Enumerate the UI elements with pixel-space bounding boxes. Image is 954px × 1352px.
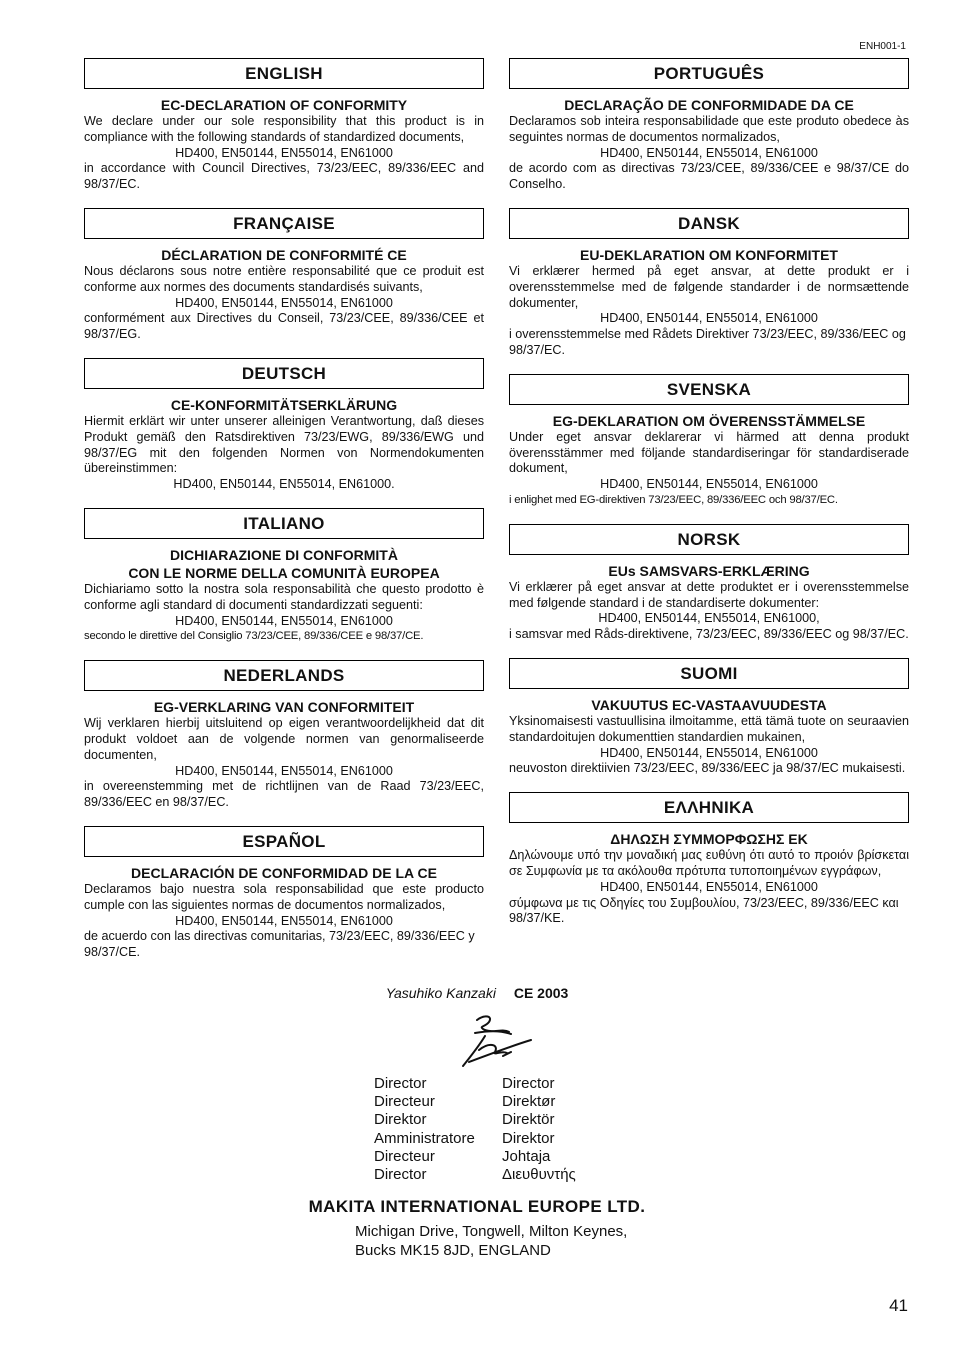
title-left: Director bbox=[374, 1166, 427, 1184]
page-number: 41 bbox=[889, 1296, 908, 1315]
declaration-text: Declaramos sob inteira responsabilidade que este produto obedece às seguintes normas de documentos normalizados, bbox=[509, 114, 909, 144]
declaration-title: VAKUUTUS EC-VASTAAVUUDESTA bbox=[591, 696, 827, 713]
language-heading: ENGLISH bbox=[84, 58, 484, 89]
declaration-title: EG-DEKLARATION OM ÖVERENSSTÄMMELSE bbox=[552, 412, 866, 429]
declaration-section bbox=[509, 792, 909, 927]
declaration-title: DÉCLARATION DE CONFORMITÉ CE bbox=[161, 246, 407, 263]
declaration-text: We declare under our sole responsibility that this product is in compliance with the following standards of standardized documents, bbox=[84, 114, 484, 144]
title-right: Direktør bbox=[502, 1093, 556, 1111]
declaration-text: Under eget ansvar deklarerar vi härmed att denna produkt överensstämmer med följande standardiseringar för standardiserade dokument, bbox=[509, 429, 909, 476]
declaration-section bbox=[509, 524, 909, 643]
declaration-section bbox=[84, 58, 484, 193]
standards-list: HD400, EN50144, EN55014, EN61000 bbox=[175, 145, 393, 160]
declaration-title: EU-DEKLARATION OM KONFORMITET bbox=[580, 246, 838, 263]
address-line: Bucks MK15 8JD, ENGLAND bbox=[355, 1241, 551, 1259]
declaration-text: i overensstemmelse med Rådets Direktiver 73/23/EEC, 89/336/EEC og 98/37/EC. bbox=[509, 327, 906, 357]
declaration-text: i samsvar med Råds-direktivene, 73/23/EEC, 89/336/EEC og 98/37/EC. bbox=[509, 627, 909, 642]
declaration-text: Nous déclarons sous notre entière responsabilité que ce produit est conforme aux normes des documents standardisés suivants, bbox=[84, 263, 484, 294]
language-heading: FRANÇAISE bbox=[84, 208, 484, 239]
declaration-text: de acordo com as directivas 73/23/CEE, 89/336/CEE e 98/37/CE do Conselho. bbox=[509, 161, 909, 192]
standards-list: HD400, EN50144, EN55014, EN61000, bbox=[598, 611, 820, 626]
title-left: Direktor bbox=[374, 1111, 427, 1129]
title-right: Direktor bbox=[502, 1129, 555, 1147]
declaration-title: CE-KONFORMITÄTSERKLÄRUNG bbox=[170, 396, 398, 413]
declaration-text: Dichiariamo sotto la nostra sola responsabilità che questo prodotto è conforme agli standard di documenti standardizzati seguenti: bbox=[84, 581, 484, 612]
declaration-text: σύμφωνα με τις Οδηγίες του Συμβουλίου, 73/23/EEC, 89/336/EEC και 98/37/KE. bbox=[509, 895, 899, 926]
director-titles bbox=[374, 1075, 634, 1184]
declaration-text: Vi erklærer på eget ansvar at dette produktet er i overensstemmelse med følgende standard i de standardiserte dokumenter: bbox=[509, 579, 909, 610]
declaration-text: Δηλώνουμε υπό την μοναδική μας ευθύνη ότι αυτό το προιόν βρίσκεται σε Συμφωνία με τα ακόλουθα πρότυπα τυποποιημένων εγγράφων, bbox=[509, 848, 909, 878]
language-heading: NORSK bbox=[509, 524, 909, 555]
declaration-text: in accordance with Council Directives, 73/23/EEC, 89/336/EEC and 98/37/EC. bbox=[84, 161, 484, 192]
declaration-text: conformément aux Directives du Conseil, 73/23/CEE, 89/336/CEE et 98/37/EG. bbox=[84, 311, 484, 342]
right-column bbox=[509, 58, 909, 942]
standards-list: HD400, EN50144, EN55014, EN61000 bbox=[600, 745, 818, 760]
title-left: Directeur bbox=[374, 1093, 435, 1111]
language-heading: SVENSKA bbox=[509, 374, 909, 405]
handwritten-signature bbox=[455, 1012, 535, 1072]
company-address bbox=[355, 1223, 627, 1260]
title-left: Amministratore bbox=[374, 1129, 475, 1147]
left-column bbox=[84, 58, 484, 976]
company-name: MAKITA INTERNATIONAL EUROPE LTD. bbox=[308, 1197, 646, 1216]
declaration-title: DECLARACIÓN DE CONFORMIDAD DE LA CE bbox=[131, 864, 437, 881]
declaration-section bbox=[84, 208, 484, 343]
language-heading: NEDERLANDS bbox=[84, 660, 484, 691]
title-right: Johtaja bbox=[502, 1147, 551, 1165]
declaration-title: DECLARAÇÃO DE CONFORMIDADE DA CE bbox=[564, 97, 854, 113]
document-code: ENH001-1 bbox=[859, 41, 906, 52]
declaration-text: Hiermit erklärt wir unter unserer alleinigen Verantwortung, daß dieses Produkt gemäß den Ratsdirektiven 73/23/EWG, 89/336/EWG und 98/37/EG mit den folgenden Normen von Normendokumenten übereinstimmen: bbox=[84, 413, 484, 476]
declaration-section bbox=[509, 58, 909, 193]
declaration-section bbox=[509, 658, 909, 777]
language-heading: DANSK bbox=[509, 208, 909, 239]
language-heading: ITALIANO bbox=[84, 508, 484, 539]
declaration-title: ΔΗΛΩΣΗ ΣΥΜΜΟΡΦΩΣΗΣ ΕΚ bbox=[610, 831, 808, 848]
language-heading: SUOMI bbox=[509, 658, 909, 689]
standards-list: HD400, EN50144, EN55014, EN61000 bbox=[600, 879, 818, 894]
title-left: Director bbox=[374, 1075, 427, 1092]
language-heading: ΕΛΛΗΝΙΚΑ bbox=[509, 792, 909, 823]
declaration-title: EC-DECLARATION OF CONFORMITY bbox=[160, 97, 408, 113]
title-left: Directeur bbox=[374, 1147, 435, 1165]
declaration-text: neuvoston direktiivien 73/23/EEC, 89/336/EEC ja 98/37/EC mukaisesti. bbox=[509, 761, 906, 776]
declaration-text: secondo le direttive del Consiglio 73/23/CEE, 89/336/CEE e 98/37/CE. bbox=[84, 630, 424, 643]
declaration-text: Declaramos bajo nuestra sola responsabilidad que este producto cumple con las siguientes normas de documentos normalizados, bbox=[84, 881, 484, 912]
standards-list: HD400, EN50144, EN55014, EN61000. bbox=[173, 477, 395, 492]
language-heading: PORTUGUÊS bbox=[509, 58, 909, 89]
title-right: Director bbox=[502, 1075, 555, 1092]
declaration-title: DICHIARAZIONE DI CONFORMITÀ CON LE NORME DELLA COMUNITÀ EUROPEA bbox=[128, 546, 440, 581]
declaration-section bbox=[84, 660, 484, 811]
standards-list: HD400, EN50144, EN55014, EN61000 bbox=[600, 311, 818, 326]
signature-line bbox=[0, 985, 954, 1001]
ce-year: CE 2003 bbox=[513, 985, 569, 1001]
standards-list: HD400, EN50144, EN55014, EN61000 bbox=[175, 763, 393, 778]
language-heading: ESPAÑOL bbox=[84, 826, 484, 857]
declaration-text: de acuerdo con las directivas comunitarias, 73/23/EEC, 89/336/EEC y 98/37/CE. bbox=[84, 929, 475, 960]
declaration-title: EG-VERKLARING VAN CONFORMITEIT bbox=[153, 699, 415, 716]
address-line: Michigan Drive, Tongwell, Milton Keynes, bbox=[355, 1223, 628, 1240]
declaration-text: in overeenstemming met de richtlijnen van de Raad 73/23/EEC, 89/336/EEC en 98/37/EC. bbox=[84, 779, 484, 810]
declaration-title: EUs SAMSVARS-ERKLÆRING bbox=[608, 562, 810, 579]
title-right: Direktör bbox=[502, 1111, 555, 1129]
declaration-section bbox=[84, 826, 484, 961]
standards-list: HD400, EN50144, EN55014, EN61000 bbox=[600, 477, 818, 492]
standards-list: HD400, EN50144, EN55014, EN61000 bbox=[175, 913, 393, 928]
language-heading: DEUTSCH bbox=[84, 358, 484, 389]
declaration-text: Vi erklærer hermed på eget ansvar, at dette produkt er i overensstemmelse med de følgende standarder i de normsættende dokumenter, bbox=[509, 263, 909, 310]
declaration-section bbox=[84, 508, 484, 645]
declaration-text: Yksinomaisesti vastuullisina ilmoitamme, että tämä tuote on seuraavien standardoitujen dokumenttien standardien mukainen, bbox=[509, 713, 909, 744]
declaration-section bbox=[509, 374, 909, 509]
standards-list: HD400, EN50144, EN55014, EN61000 bbox=[175, 613, 393, 628]
declaration-section bbox=[509, 208, 909, 359]
declaration-text: i enlighet med EG-direktiven 73/23/EEC, 89/336/EEC och 98/37/EC. bbox=[509, 493, 838, 506]
standards-list: HD400, EN50144, EN55014, EN61000 bbox=[600, 145, 818, 160]
title-right: Διευθυντής bbox=[502, 1166, 576, 1184]
declaration-text: Wij verklaren hierbij uitsluitend op eigen verantwoordelijkheid dat dit produkt voldoet aan de volgende normen van genormaliseerde documenten, bbox=[84, 716, 484, 762]
signatory-name: Yasuhiko Kanzaki bbox=[385, 985, 496, 1001]
declaration-section bbox=[84, 358, 484, 493]
standards-list: HD400, EN50144, EN55014, EN61000 bbox=[175, 295, 393, 310]
